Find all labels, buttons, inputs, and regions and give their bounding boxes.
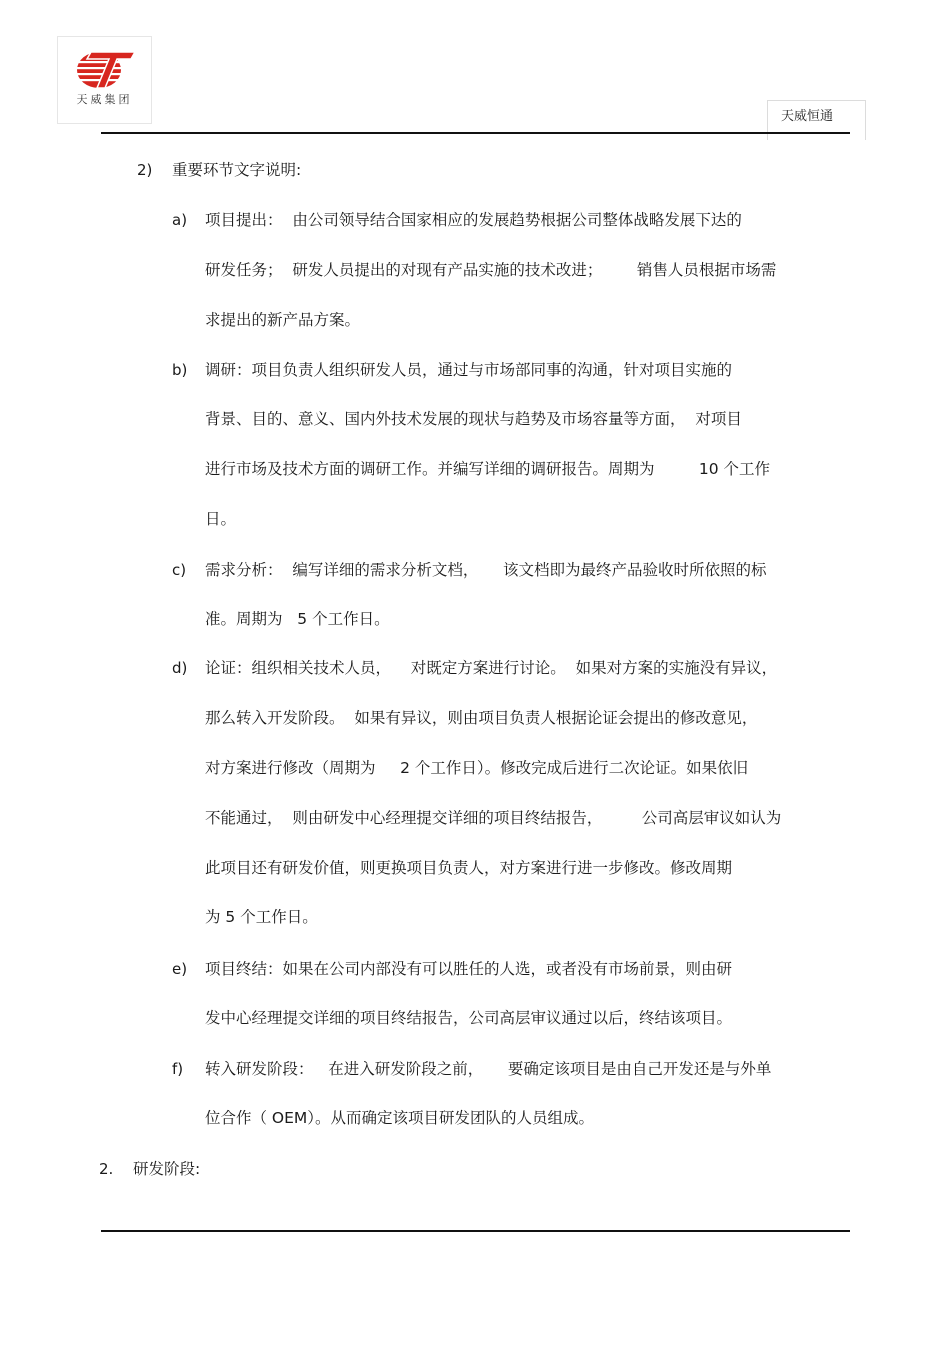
header-rule xyxy=(101,132,850,134)
tianwei-logo-icon xyxy=(73,46,137,90)
item-d-line: 为 5 个工作日。 xyxy=(205,908,318,926)
item-b-line: 背景、目的、意义、国内外技术发展的现状与趋势及市场容量等方面， 对项目 xyxy=(205,410,742,428)
footer-rule xyxy=(101,1230,850,1232)
item-marker-d: d) xyxy=(172,659,188,677)
item-d-line: 不能通过， 则由研发中心经理提交详细的项目终结报告， 公司高层审议如认为 xyxy=(205,809,782,827)
item-f-line: 转入研发阶段： 在进入研发阶段之前， 要确定该项目是由自己开发还是与外单 xyxy=(205,1060,772,1078)
item-e-line: 项目终结：如果在公司内部没有可以胜任的人选，或者没有市场前景，则由研 xyxy=(205,960,733,978)
next-section-title: 研发阶段: xyxy=(133,1160,201,1178)
item-marker-b: b) xyxy=(172,361,188,379)
item-a-line: 求提出的新产品方案。 xyxy=(205,311,361,329)
item-c-line: 准。周期为 5 个工作日。 xyxy=(205,610,390,628)
item-marker-c: c) xyxy=(172,561,187,579)
item-b-line: 进行市场及技术方面的调研工作。并编写详细的调研报告。周期为 10 个工作 xyxy=(205,460,770,478)
item-marker-f: f) xyxy=(172,1060,184,1078)
item-marker-a: a) xyxy=(172,211,188,229)
item-d-line: 论证：组织相关技术人员， 对既定方案进行讨论。 如果对方案的实施没有异议， xyxy=(205,659,778,677)
header-company-tag: 天威恒通 xyxy=(767,100,866,140)
item-marker-e: e) xyxy=(172,960,188,978)
item-e-line: 发中心经理提交详细的项目终结报告，公司高层审议通过以后，终结该项目。 xyxy=(205,1009,733,1027)
item-d-line: 对方案进行修改（周期为 2 个工作日）。修改完成后进行二次论证。如果依旧 xyxy=(205,759,749,777)
next-section-marker: 2. xyxy=(99,1160,114,1178)
item-b-line: 调研：项目负责人组织研发人员，通过与市场部同事的沟通，针对项目实施的 xyxy=(205,361,733,379)
item-d-line: 此项目还有研发价值，则更换项目负责人，对方案进行进一步修改。修改周期 xyxy=(205,859,733,877)
logo-text: 天威集团 xyxy=(76,93,133,106)
item-c-line: 需求分析： 编写详细的需求分析文档， 该文档即为最终产品验收时所依照的标 xyxy=(205,561,767,579)
item-a-line: 项目提出： 由公司领导结合国家相应的发展趋势根据公司整体战略发展下达的 xyxy=(205,211,742,229)
item-f-line: 位合作（ OEM）。从而确定该项目研发团队的人员组成。 xyxy=(205,1109,595,1127)
company-logo xyxy=(57,36,152,124)
item-b-line: 日。 xyxy=(205,510,237,528)
section-marker: 2) xyxy=(137,161,153,179)
item-a-line: 研发任务； 研发人员提出的对现有产品实施的技术改进； 销售人员根据市场需 xyxy=(205,261,777,279)
section-title: 重要环节文字说明: xyxy=(172,161,302,179)
item-d-line: 那么转入开发阶段。 如果有异议，则由项目负责人根据论证会提出的修改意见， xyxy=(205,709,758,727)
